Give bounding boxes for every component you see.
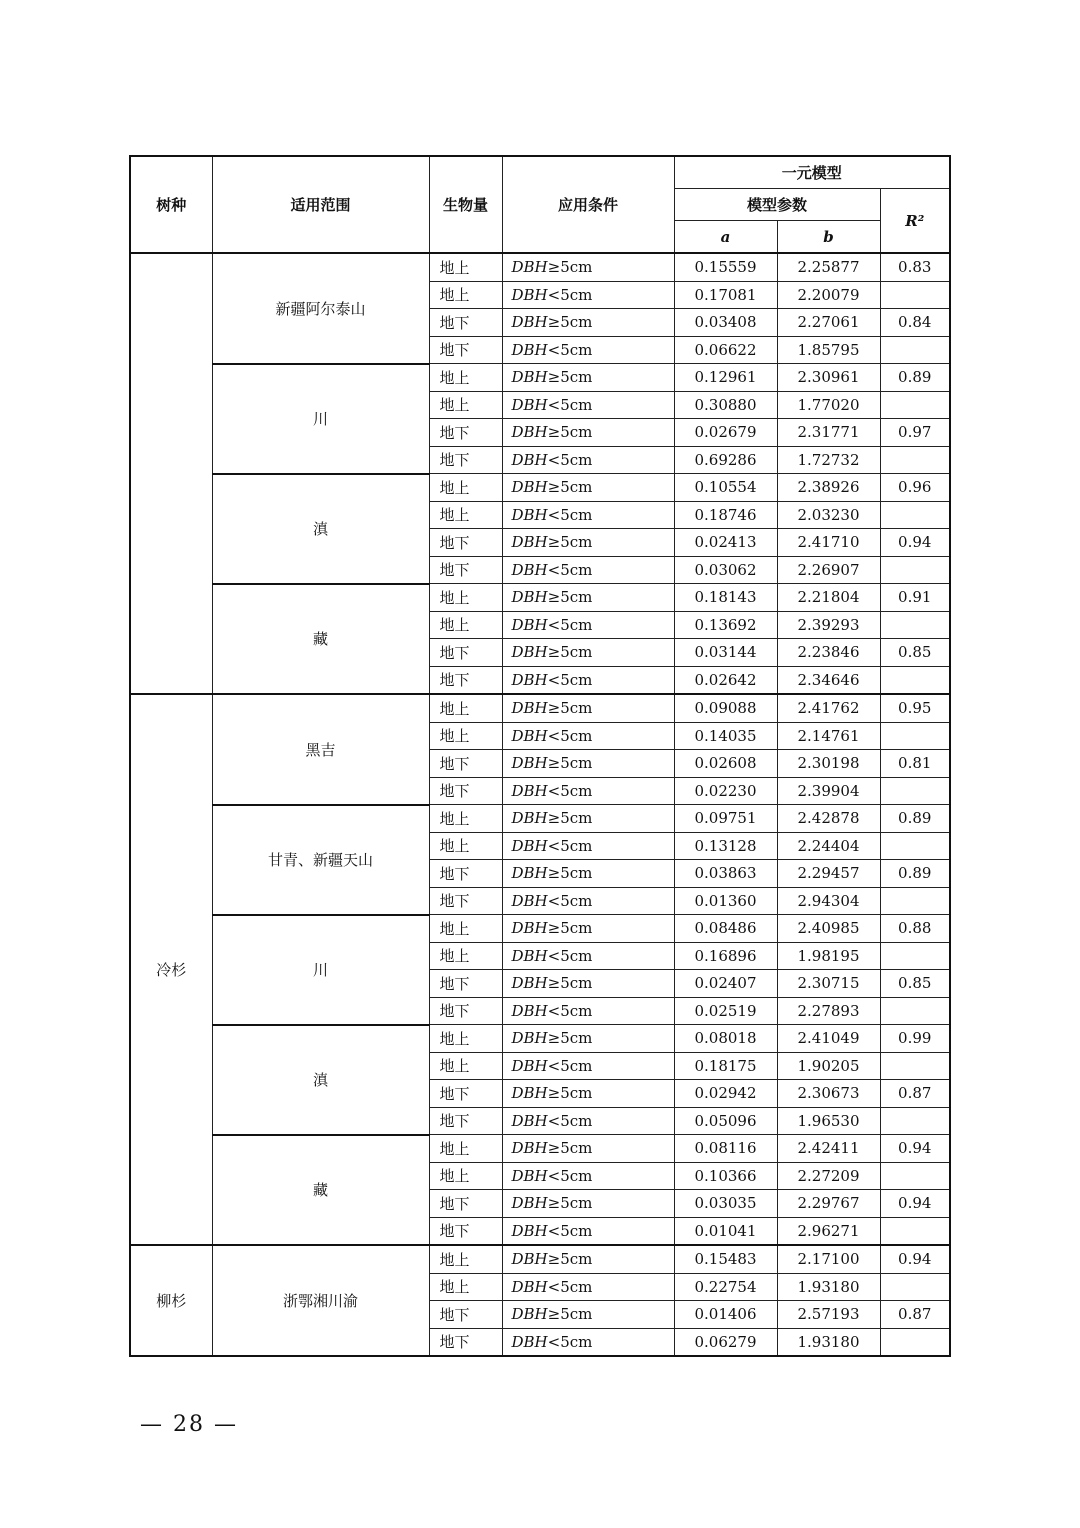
biomass-cell: 地下 bbox=[429, 1301, 502, 1329]
params-header: 模型参数 bbox=[674, 189, 880, 221]
param-b-cell: 2.29457 bbox=[777, 860, 880, 888]
r2-cell bbox=[880, 997, 950, 1025]
param-b-cell: 1.90205 bbox=[777, 1052, 880, 1080]
a-header: a bbox=[674, 221, 777, 254]
param-a-cell: 0.02679 bbox=[674, 419, 777, 447]
condition-cell: DBH<5cm bbox=[502, 887, 674, 915]
biomass-cell: 地上 bbox=[429, 1025, 502, 1053]
table-row bbox=[130, 584, 950, 612]
condition-cell: DBH≥5cm bbox=[502, 1135, 674, 1163]
param-b-cell: 2.96271 bbox=[777, 1217, 880, 1245]
r2-cell: 0.84 bbox=[880, 309, 950, 337]
condition-cell: DBH≥5cm bbox=[502, 419, 674, 447]
param-b-cell: 2.39904 bbox=[777, 777, 880, 805]
param-a-cell: 0.08018 bbox=[674, 1025, 777, 1053]
condition-cell: DBH≥5cm bbox=[502, 805, 674, 833]
table-row bbox=[130, 253, 950, 281]
condition-cell: DBH<5cm bbox=[502, 832, 674, 860]
biomass-cell: 地下 bbox=[429, 860, 502, 888]
biomass-cell: 地上 bbox=[429, 391, 502, 419]
species-cell: 冷杉 bbox=[130, 694, 212, 1245]
r2-cell: 0.85 bbox=[880, 639, 950, 667]
table-row bbox=[130, 1245, 950, 1273]
r2-cell bbox=[880, 281, 950, 309]
r2-cell: 0.94 bbox=[880, 529, 950, 557]
condition-cell: DBH<5cm bbox=[502, 666, 674, 694]
param-a-cell: 0.06622 bbox=[674, 336, 777, 364]
param-b-cell: 2.30961 bbox=[777, 364, 880, 392]
condition-cell: DBH<5cm bbox=[502, 1107, 674, 1135]
biomass-cell: 地上 bbox=[429, 474, 502, 502]
param-b-cell: 2.42411 bbox=[777, 1135, 880, 1163]
biomass-cell: 地下 bbox=[429, 309, 502, 337]
param-a-cell: 0.08116 bbox=[674, 1135, 777, 1163]
biomass-cell: 地上 bbox=[429, 584, 502, 612]
r2-cell bbox=[880, 1328, 950, 1356]
condition-cell: DBH≥5cm bbox=[502, 309, 674, 337]
r2-cell: 0.81 bbox=[880, 750, 950, 778]
table-row bbox=[130, 694, 950, 722]
condition-cell: DBH<5cm bbox=[502, 281, 674, 309]
r2-cell bbox=[880, 666, 950, 694]
param-a-cell: 0.02642 bbox=[674, 666, 777, 694]
biomass-cell: 地下 bbox=[429, 639, 502, 667]
biomass-cell: 地上 bbox=[429, 1052, 502, 1080]
biomass-cell: 地下 bbox=[429, 666, 502, 694]
r2-cell: 0.87 bbox=[880, 1080, 950, 1108]
r2-cell: 0.83 bbox=[880, 253, 950, 281]
param-a-cell: 0.08486 bbox=[674, 915, 777, 943]
param-b-cell: 2.39293 bbox=[777, 611, 880, 639]
condition-cell: DBH<5cm bbox=[502, 1273, 674, 1301]
r2-cell bbox=[880, 611, 950, 639]
condition-cell: DBH≥5cm bbox=[502, 860, 674, 888]
param-a-cell: 0.12961 bbox=[674, 364, 777, 392]
param-b-cell: 2.20079 bbox=[777, 281, 880, 309]
param-b-cell: 2.14761 bbox=[777, 722, 880, 750]
r2-cell bbox=[880, 832, 950, 860]
biomass-cell: 地上 bbox=[429, 805, 502, 833]
biomass-cell: 地上 bbox=[429, 1245, 502, 1273]
param-a-cell: 0.02230 bbox=[674, 777, 777, 805]
r2-cell bbox=[880, 336, 950, 364]
condition-cell: DBH<5cm bbox=[502, 391, 674, 419]
param-b-cell: 2.41762 bbox=[777, 694, 880, 722]
param-b-cell: 2.25877 bbox=[777, 253, 880, 281]
table-row bbox=[130, 1025, 950, 1053]
range-cell: 滇 bbox=[212, 1025, 429, 1135]
param-a-cell: 0.03144 bbox=[674, 639, 777, 667]
biomass-cell: 地下 bbox=[429, 997, 502, 1025]
param-b-cell: 2.27209 bbox=[777, 1162, 880, 1190]
param-a-cell: 0.01041 bbox=[674, 1217, 777, 1245]
biomass-cell: 地下 bbox=[429, 1190, 502, 1218]
condition-cell: DBH≥5cm bbox=[502, 253, 674, 281]
condition-cell: DBH≥5cm bbox=[502, 1190, 674, 1218]
biomass-cell: 地下 bbox=[429, 446, 502, 474]
range-cell: 新疆阿尔泰山 bbox=[212, 253, 429, 364]
r2-cell bbox=[880, 1052, 950, 1080]
param-b-cell: 1.93180 bbox=[777, 1328, 880, 1356]
param-b-cell: 2.57193 bbox=[777, 1301, 880, 1329]
param-b-cell: 2.38926 bbox=[777, 474, 880, 502]
param-b-cell: 2.26907 bbox=[777, 556, 880, 584]
biomass-cell: 地下 bbox=[429, 336, 502, 364]
param-b-cell: 1.93180 bbox=[777, 1273, 880, 1301]
range-cell: 藏 bbox=[212, 1135, 429, 1246]
param-a-cell: 0.05096 bbox=[674, 1107, 777, 1135]
r2-cell bbox=[880, 446, 950, 474]
condition-cell: DBH≥5cm bbox=[502, 694, 674, 722]
r2-cell: 0.95 bbox=[880, 694, 950, 722]
biomass-cell: 地下 bbox=[429, 777, 502, 805]
param-b-cell: 2.40985 bbox=[777, 915, 880, 943]
param-a-cell: 0.18143 bbox=[674, 584, 777, 612]
r2-cell: 0.85 bbox=[880, 970, 950, 998]
biomass-model-table bbox=[129, 155, 951, 1357]
param-b-cell: 2.23846 bbox=[777, 639, 880, 667]
species-header: 树种 bbox=[130, 156, 212, 253]
r2-cell bbox=[880, 501, 950, 529]
param-b-cell: 2.17100 bbox=[777, 1245, 880, 1273]
param-a-cell: 0.01406 bbox=[674, 1301, 777, 1329]
param-a-cell: 0.14035 bbox=[674, 722, 777, 750]
r2-cell: 0.89 bbox=[880, 805, 950, 833]
model-header: 一元模型 bbox=[674, 156, 950, 189]
table-body bbox=[130, 253, 950, 1356]
r2-cell bbox=[880, 1217, 950, 1245]
r2-cell: 0.89 bbox=[880, 860, 950, 888]
range-header: 适用范围 bbox=[212, 156, 429, 253]
r2-cell: 0.88 bbox=[880, 915, 950, 943]
r2-cell: 0.94 bbox=[880, 1135, 950, 1163]
r2-cell bbox=[880, 556, 950, 584]
param-a-cell: 0.17081 bbox=[674, 281, 777, 309]
table-row bbox=[130, 364, 950, 392]
r2-cell bbox=[880, 1162, 950, 1190]
biomass-cell: 地上 bbox=[429, 722, 502, 750]
biomass-cell: 地下 bbox=[429, 1107, 502, 1135]
biomass-cell: 地上 bbox=[429, 915, 502, 943]
param-a-cell: 0.03863 bbox=[674, 860, 777, 888]
param-b-cell: 2.34646 bbox=[777, 666, 880, 694]
condition-cell: DBH≥5cm bbox=[502, 750, 674, 778]
biomass-cell: 地下 bbox=[429, 970, 502, 998]
biomass-cell: 地下 bbox=[429, 419, 502, 447]
param-b-cell: 2.30198 bbox=[777, 750, 880, 778]
r2-cell: 0.94 bbox=[880, 1190, 950, 1218]
r2-header: R² bbox=[880, 189, 950, 254]
r2-cell bbox=[880, 777, 950, 805]
range-cell: 甘青、新疆天山 bbox=[212, 805, 429, 915]
condition-cell: DBH≥5cm bbox=[502, 1080, 674, 1108]
table-row bbox=[130, 805, 950, 833]
condition-cell: DBH≥5cm bbox=[502, 364, 674, 392]
condition-cell: DBH<5cm bbox=[502, 1162, 674, 1190]
condition-cell: DBH≥5cm bbox=[502, 1245, 674, 1273]
r2-cell: 0.87 bbox=[880, 1301, 950, 1329]
param-b-cell: 2.24404 bbox=[777, 832, 880, 860]
condition-cell: DBH<5cm bbox=[502, 501, 674, 529]
table-header bbox=[130, 156, 950, 253]
table-row bbox=[130, 915, 950, 943]
r2-cell: 0.99 bbox=[880, 1025, 950, 1053]
r2-cell: 0.94 bbox=[880, 1245, 950, 1273]
param-a-cell: 0.03062 bbox=[674, 556, 777, 584]
biomass-cell: 地上 bbox=[429, 364, 502, 392]
param-b-cell: 2.27893 bbox=[777, 997, 880, 1025]
biomass-cell: 地上 bbox=[429, 832, 502, 860]
param-b-cell: 2.27061 bbox=[777, 309, 880, 337]
biomass-cell: 地上 bbox=[429, 253, 502, 281]
condition-header: 应用条件 bbox=[502, 156, 674, 253]
param-b-cell: 2.41049 bbox=[777, 1025, 880, 1053]
param-a-cell: 0.02608 bbox=[674, 750, 777, 778]
condition-cell: DBH<5cm bbox=[502, 942, 674, 970]
biomass-cell: 地上 bbox=[429, 281, 502, 309]
biomass-cell: 地上 bbox=[429, 1135, 502, 1163]
biomass-cell: 地上 bbox=[429, 611, 502, 639]
param-a-cell: 0.03408 bbox=[674, 309, 777, 337]
param-b-cell: 2.42878 bbox=[777, 805, 880, 833]
param-b-cell: 1.77020 bbox=[777, 391, 880, 419]
biomass-cell: 地下 bbox=[429, 1217, 502, 1245]
biomass-cell: 地下 bbox=[429, 529, 502, 557]
param-b-cell: 2.41710 bbox=[777, 529, 880, 557]
param-a-cell: 0.18175 bbox=[674, 1052, 777, 1080]
biomass-cell: 地下 bbox=[429, 1328, 502, 1356]
param-a-cell: 0.18746 bbox=[674, 501, 777, 529]
condition-cell: DBH≥5cm bbox=[502, 584, 674, 612]
r2-cell bbox=[880, 1273, 950, 1301]
param-a-cell: 0.16896 bbox=[674, 942, 777, 970]
param-b-cell: 2.21804 bbox=[777, 584, 880, 612]
species-cell bbox=[130, 253, 212, 694]
r2-cell bbox=[880, 887, 950, 915]
param-a-cell: 0.10554 bbox=[674, 474, 777, 502]
condition-cell: DBH≥5cm bbox=[502, 474, 674, 502]
param-b-cell: 1.85795 bbox=[777, 336, 880, 364]
r2-cell bbox=[880, 722, 950, 750]
condition-cell: DBH≥5cm bbox=[502, 1025, 674, 1053]
condition-cell: DBH≥5cm bbox=[502, 970, 674, 998]
param-a-cell: 0.13692 bbox=[674, 611, 777, 639]
biomass-cell: 地下 bbox=[429, 1080, 502, 1108]
condition-cell: DBH≥5cm bbox=[502, 915, 674, 943]
range-cell: 黑吉 bbox=[212, 694, 429, 805]
param-b-cell: 2.29767 bbox=[777, 1190, 880, 1218]
biomass-cell: 地上 bbox=[429, 501, 502, 529]
param-a-cell: 0.69286 bbox=[674, 446, 777, 474]
condition-cell: DBH≥5cm bbox=[502, 529, 674, 557]
biomass-cell: 地上 bbox=[429, 694, 502, 722]
condition-cell: DBH<5cm bbox=[502, 611, 674, 639]
param-a-cell: 0.09751 bbox=[674, 805, 777, 833]
b-header: b bbox=[777, 221, 880, 254]
biomass-cell: 地上 bbox=[429, 942, 502, 970]
param-b-cell: 1.98195 bbox=[777, 942, 880, 970]
condition-cell: DBH≥5cm bbox=[502, 639, 674, 667]
param-b-cell: 2.94304 bbox=[777, 887, 880, 915]
range-cell: 川 bbox=[212, 915, 429, 1025]
r2-cell bbox=[880, 942, 950, 970]
r2-cell: 0.96 bbox=[880, 474, 950, 502]
biomass-cell: 地上 bbox=[429, 1273, 502, 1301]
param-a-cell: 0.02519 bbox=[674, 997, 777, 1025]
param-b-cell: 1.96530 bbox=[777, 1107, 880, 1135]
table-row bbox=[130, 1135, 950, 1163]
condition-cell: DBH<5cm bbox=[502, 722, 674, 750]
param-a-cell: 0.09088 bbox=[674, 694, 777, 722]
r2-cell: 0.97 bbox=[880, 419, 950, 447]
param-b-cell: 2.30715 bbox=[777, 970, 880, 998]
r2-cell bbox=[880, 1107, 950, 1135]
species-cell: 柳杉 bbox=[130, 1245, 212, 1356]
param-a-cell: 0.15483 bbox=[674, 1245, 777, 1273]
condition-cell: DBH<5cm bbox=[502, 336, 674, 364]
condition-cell: DBH<5cm bbox=[502, 997, 674, 1025]
param-a-cell: 0.13128 bbox=[674, 832, 777, 860]
param-a-cell: 0.01360 bbox=[674, 887, 777, 915]
biomass-cell: 地下 bbox=[429, 887, 502, 915]
param-a-cell: 0.10366 bbox=[674, 1162, 777, 1190]
condition-cell: DBH<5cm bbox=[502, 556, 674, 584]
condition-cell: DBH<5cm bbox=[502, 777, 674, 805]
condition-cell: DBH<5cm bbox=[502, 446, 674, 474]
r2-cell bbox=[880, 391, 950, 419]
r2-cell: 0.89 bbox=[880, 364, 950, 392]
param-a-cell: 0.06279 bbox=[674, 1328, 777, 1356]
table-row bbox=[130, 474, 950, 502]
condition-cell: DBH<5cm bbox=[502, 1217, 674, 1245]
param-a-cell: 0.02413 bbox=[674, 529, 777, 557]
param-b-cell: 2.30673 bbox=[777, 1080, 880, 1108]
range-cell: 川 bbox=[212, 364, 429, 474]
condition-cell: DBH≥5cm bbox=[502, 1301, 674, 1329]
range-cell: 浙鄂湘川渝 bbox=[212, 1245, 429, 1356]
r2-cell: 0.91 bbox=[880, 584, 950, 612]
range-cell: 藏 bbox=[212, 584, 429, 695]
param-b-cell: 2.31771 bbox=[777, 419, 880, 447]
condition-cell: DBH<5cm bbox=[502, 1328, 674, 1356]
param-b-cell: 1.72732 bbox=[777, 446, 880, 474]
param-a-cell: 0.22754 bbox=[674, 1273, 777, 1301]
param-a-cell: 0.02942 bbox=[674, 1080, 777, 1108]
param-a-cell: 0.02407 bbox=[674, 970, 777, 998]
biomass-cell: 地上 bbox=[429, 1162, 502, 1190]
biomass-cell: 地下 bbox=[429, 556, 502, 584]
condition-cell: DBH<5cm bbox=[502, 1052, 674, 1080]
range-cell: 滇 bbox=[212, 474, 429, 584]
biomass-cell: 地下 bbox=[429, 750, 502, 778]
page-number: — 28 — bbox=[140, 1412, 238, 1437]
param-a-cell: 0.15559 bbox=[674, 253, 777, 281]
biomass-header: 生物量 bbox=[429, 156, 502, 253]
param-b-cell: 2.03230 bbox=[777, 501, 880, 529]
param-a-cell: 0.30880 bbox=[674, 391, 777, 419]
param-a-cell: 0.03035 bbox=[674, 1190, 777, 1218]
